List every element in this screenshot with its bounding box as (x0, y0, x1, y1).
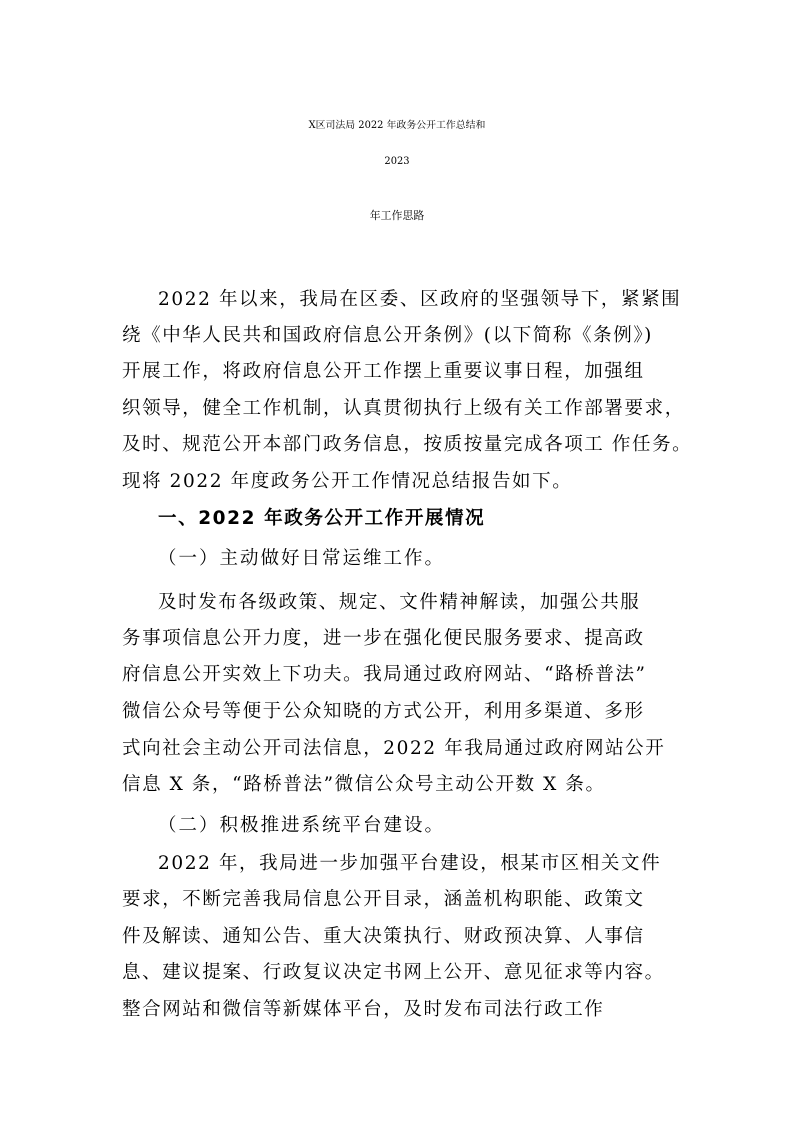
paragraph-line: 要求，不断完善我局信息公开目录，涵盖机构职能、政策文 (122, 889, 645, 910)
paragraph-line: 绕《中华人民共和国政府信息公开条例》(以下简称《条例》) (122, 325, 653, 346)
subsection-heading: （一）主动做好日常运维工作。 (158, 548, 446, 569)
section-heading: 一、2022 年政务公开工作开展情况 (158, 508, 486, 529)
paragraph-line: 微信公众号等便于公众知晓的方式公开，利用多渠道、多形 (122, 701, 645, 722)
document-title-line-2: 2023 (384, 156, 410, 167)
paragraph-line: 府信息公开实效上下功夫。我局通过政府网站、“路桥普法” (122, 664, 647, 685)
document-title-line-3: 年工作思路 (369, 209, 425, 222)
paragraph-line: 务事项信息公开力度，进一步在强化便民服务要求、提高政 (122, 628, 645, 649)
paragraph-line: 织领导，健全工作机制，认真贯彻执行上级有关工作部署要求， (122, 398, 685, 419)
paragraph-line: 2022 年以来，我局在区委、区政府的坚强领导下，紧紧围 (158, 289, 682, 310)
paragraph-line: 息、建议提案、行政复议决定书网上公开、意见征求等内容。 (122, 962, 665, 983)
paragraph-line: 及时发布各级政策、规定、文件精神解读，加强公共服 (158, 592, 641, 613)
paragraph-line: 件及解读、通知公告、重大决策执行、财政预决算、人事信 (122, 926, 645, 947)
paragraph-line: 式向社会主动公开司法信息，2022 年我局通过政府网站公开 (122, 738, 666, 759)
paragraph-line: 整合网站和微信等新媒体平台，及时发布司法行政工作 (122, 999, 605, 1020)
document-title-line-1: X区司法局 2022 年政务公开工作总结和 (308, 120, 486, 131)
paragraph-line: 信息 X 条，“路桥普法”微信公众号主动公开数 X 条。 (122, 774, 606, 795)
paragraph-line: 开展工作，将政府信息公开工作摆上重要议事日程，加强组 (122, 361, 645, 382)
paragraph-line: 2022 年，我局进一步加强平台建设，根某市区相关文件 (158, 853, 662, 874)
paragraph-line: 现将 2022 年度政务公开工作情况总结报告如下。 (122, 471, 573, 492)
paragraph-line: 及时、规范公开本部门政务信息，按质按量完成各项工 作任务。 (122, 434, 693, 455)
subsection-heading: （二）积极推进系统平台建设。 (158, 815, 446, 836)
